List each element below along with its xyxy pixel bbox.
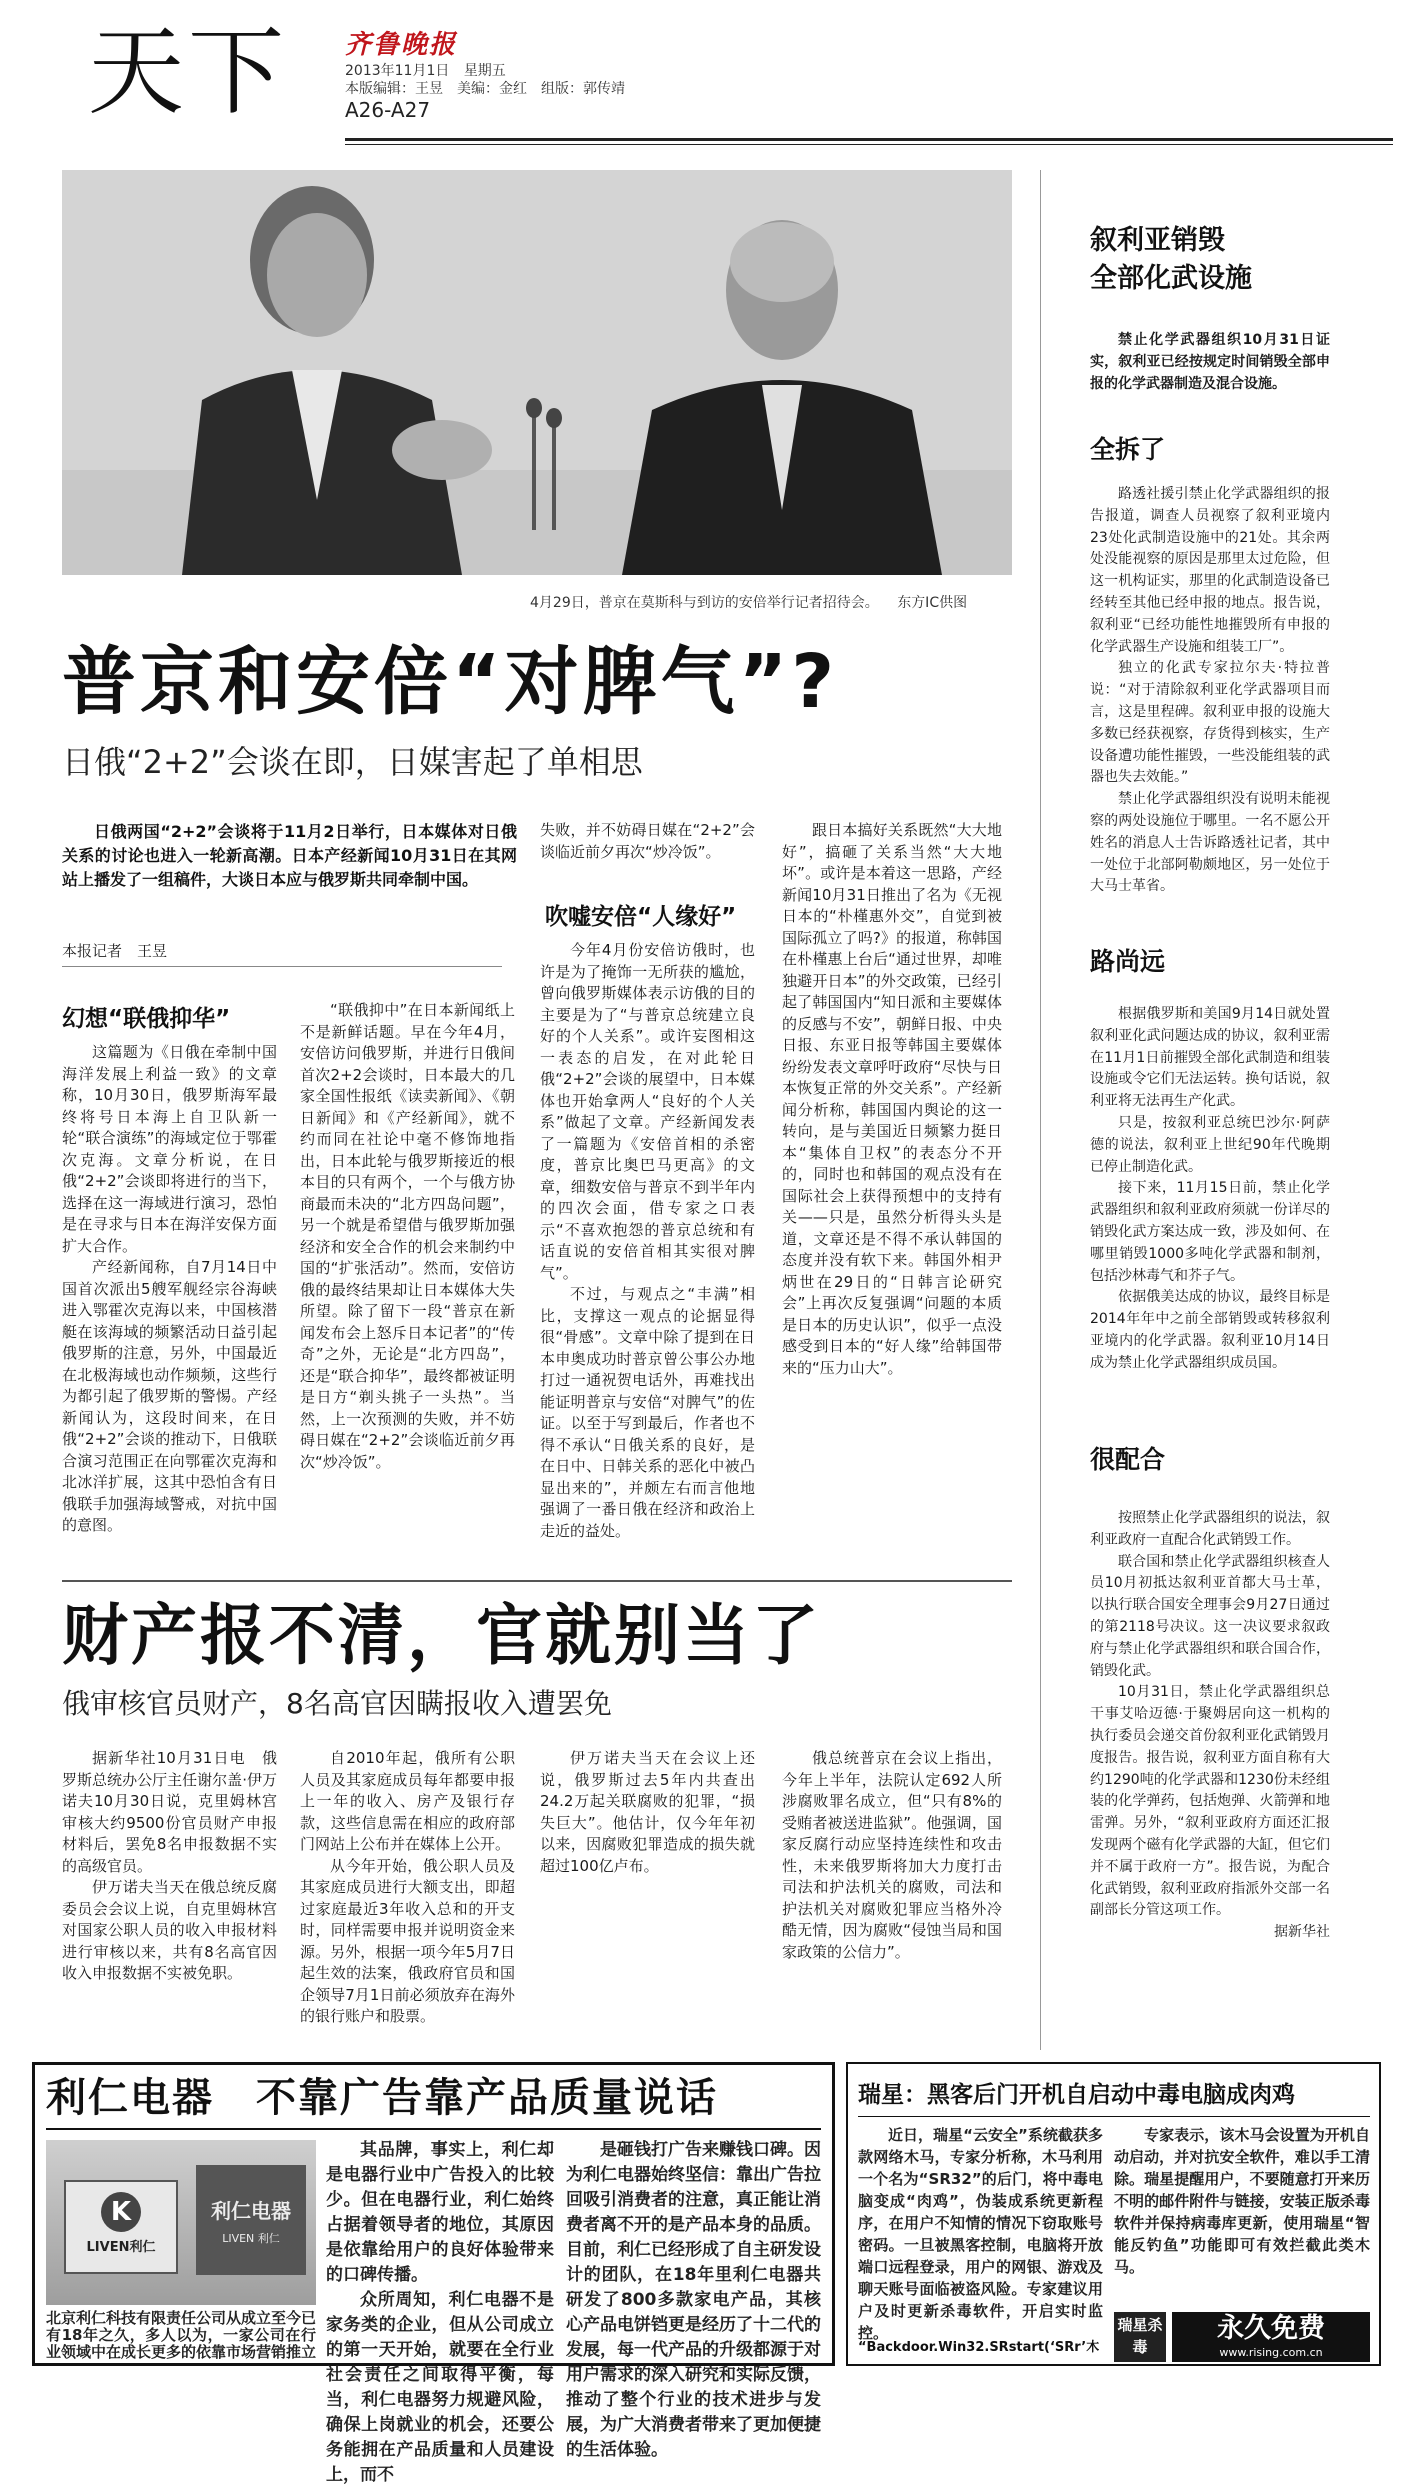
photo-credit: 东方IC供图: [897, 595, 968, 611]
masthead-rule-thin: [345, 144, 1393, 145]
rising-url: www.rising.com.cn: [1219, 2346, 1323, 2359]
sidebar-s3-para-2: 联合国和禁止化学武器组织核查人员10月初抵达叙利亚首都大马士革，以执行联合国安全理事会9月27日通过的第2118号决议。这一决议要求叙政府与禁止化学武器组织和联合国合作，销毁化武。: [1090, 1553, 1330, 1679]
sidebar-s1-para-1: 路透社援引禁止化学武器组织的报告报道，调查人员视察了叙利亚境内23处化武制造设施中的21处。其余两处没能视察的原因是那里太过危险，但这一机构证实，那里的化武制造设备已经转至其他已经申报的地点。报告说，叙利亚“已经功能性地摧毁所有申报的化学武器生产设施和组装工厂”。: [1090, 486, 1330, 655]
photo-caption: [530, 592, 967, 612]
liven-logo: [64, 2180, 178, 2274]
ad-left-col1-para-2: 众所周知，利仁电器不是家务类的企业，但从公司成立的第一天开始，就要在全行业社会责任之间取得平衡，每当，利仁电器努力规避风险，确保上岗就业的机会，还要公务能拥在产品质量和人员建设上，而不: [326, 2290, 554, 2485]
ad-left-col1: [326, 2138, 554, 2485]
ad-right-code: “Backdoor.Win32.SRstart(‘SRr’木: [858, 2340, 1100, 2355]
editor-credits: 本版编辑：王昱 美编：金红 组版：郭传靖: [345, 81, 625, 97]
newspaper-logo: 齐鲁晚报: [345, 30, 458, 60]
ad-right-col1: [858, 2124, 1103, 2342]
article1-lead: 日俄两国“2+2”会谈将于11月2日举行，日本媒体对日俄关系的讨论也进入一轮新高潮。日本产经新闻10月31日在其网站上播发了一组稿件，大谈日本应与俄罗斯共同牵制中国。: [62, 822, 517, 889]
photo-figures: [62, 170, 1012, 575]
sidebar-s2-para-2: 只是，按叙利亚总统巴沙尔·阿萨德的说法，叙利亚上世纪90年代晚期已停止制造化武。: [1090, 1114, 1330, 1175]
ad-left-title: 利仁电器 不靠广告靠产品质量说话: [46, 2075, 718, 2121]
article1-subheading-1: 幻想“联俄抑华”: [62, 1006, 231, 1032]
article1-col4: [782, 820, 1002, 1554]
article2-col1: [62, 1748, 277, 2048]
ad-left-photo: [46, 2140, 316, 2305]
article1-byline: 本报记者 王昱: [62, 942, 168, 960]
article1-subhead: 日俄“2+2”会谈在即，日媒害起了单相思: [62, 743, 643, 781]
weekday-text: 星期五: [463, 63, 506, 79]
article2-para-3: 自2010年起，俄所有公职人员及其家庭成员每年都要申报上一年的收入、房产及银行存款，这些信息需在相应的政府部门网站上公布并在媒体上公开。: [300, 1749, 515, 1853]
sidebar-headline-line2: 全部化武设施: [1090, 263, 1252, 294]
article2-para-1: 据新华社10月31日电 俄罗斯总统办公厅主任谢尔盖·伊万诺夫10月30日说，克里姆林宫审核大约9500份官员财产申报材料后，罢免8名申报数据不实的高级官员。: [62, 1749, 277, 1875]
article1-subheading-2: 吹嘘安倍“人缘好”: [545, 904, 737, 930]
article2-col2: [300, 1748, 515, 2048]
article1-para-3-cont: 失败，并不妨碍日媒在“2+2”会谈临近前夕再次“炒冷饭”。: [540, 821, 755, 861]
liven-sign: [196, 2165, 306, 2275]
sidebar-s1-para-2: 独立的化武专家拉尔夫·特拉普说：“对于清除叙利亚化学武器项目而言，这是里程碑。叙利亚申报的设施大多数已经获视察，存货得到核实，生产设备遭功能性摧毁，一些没能组装的武器也失去效能。”: [1090, 660, 1330, 786]
liven-sign-sub: LIVEN 利仁: [222, 2232, 280, 2245]
article2-rule: [62, 1580, 1012, 1582]
ad-left-col2: [566, 2138, 821, 2460]
article2-col3: [540, 1748, 755, 2048]
sidebar-s2-para-3: 接下来，11月15日前，禁止化学武器组织和叙利亚政府须就一份详尽的销毁化武方案达成一致，涉及如何、在哪里销毁1000多吨化学武器和制剂，包括沙林毒气和芥子气。: [1090, 1180, 1330, 1284]
sidebar-headline-line1: 叙利亚销毁: [1090, 225, 1225, 256]
liven-k-icon: K: [101, 2192, 141, 2232]
ad-right-title-rule: [858, 2116, 1370, 2117]
page-range: A26-A27: [345, 98, 431, 122]
article2-col4: [782, 1748, 1002, 2048]
article2-para-2: 伊万诺夫当天在俄总统反腐委员会会议上说，自克里姆林宫对国家公职人员的收入申报材料进行审核以来，共有8名高官因收入申报数据不实被免职。: [62, 1878, 277, 1982]
article1-col1: [62, 1042, 277, 1554]
article1-para-5: 不过，与观点之“丰满”相比，支撑这一观点的论据显得很“骨感”。文章中除了提到在日本申奥成功时普京曾公事公办地打过一通祝贺电话外，再难找出能证明普京与安倍“对脾气”的佐证。以至于写到最后，作者也不得不承认“日俄关系的良好，是在日中、日韩关系的恶化中被凸显出来的”，并颇左右而言他地强调了一番日俄在经济和政治上走近的益处。: [540, 1285, 755, 1540]
sidebar-section-2: [1090, 1004, 1330, 1404]
sidebar-s1-para-3: 禁止化学武器组织没有说明未能视察的两处设施位于哪里。一名不愿公开姓名的消息人士告诉路透社记者，其中一处位于北部阿勒颇地区，另一处位于大马士革省。: [1090, 791, 1330, 895]
sidebar-credit: 据新华社: [1274, 1924, 1330, 1941]
sidebar-subheading-1: 全拆了: [1090, 435, 1166, 464]
sidebar-s3-para-3: 10月31日，禁止化学武器组织总干事艾哈迈德·于聚姆居向这一机构的执行委员会递交首份叙利亚化武销毁月度报告。报告说，叙利亚方面自称有大约1290吨的化学武器和1230份未经组装的化学弹药，包括炮弹、火箭弹和地雷弹。另外，“叙利亚政府方面还汇报发现两个磁有化学武器的大缸，但它们并不属于政府一方”。报告说，为配合化武销毁，叙利亚政府指派外交部一名副部长分管这项工作。: [1090, 1684, 1330, 1919]
ad-right-title: 瑞星：黑客后门开机自启动中毒电脑成肉鸡: [858, 2082, 1295, 2108]
liven-logo-text: LIVEN利仁: [86, 2240, 156, 2255]
issue-date: [345, 60, 506, 80]
article1-para-2: 产经新闻称，自7月14日中国首次派出5艘军舰经宗谷海峡进入鄂霍次克海以来，中国核潜艇在该海域的频繁活动日益引起俄罗斯的注意，另外，中国最近在北极海域也动作频频，这些行为都引起了俄罗斯的警惕。产经新闻认为，这段时间来，在日俄“2+2”会谈的推动下，日俄联合演习范围正在向鄂霍次克海和北冰洋扩展，这其中恐怕含有日俄联手加强海域警戒，对抗中国的意图。: [62, 1258, 277, 1534]
ad-right-col2-para: 专家表示，该木马会设置为开机自动启动，并对抗安全软件，难以手工清除。瑞星提醒用户，不要随意打开来历不明的邮件附件与链接，安装正版杀毒软件并保持病毒库更新，使用瑞星“智能反钓鱼”功能即可有效拦截此类木马。: [1114, 2126, 1370, 2276]
sidebar-divider: [1040, 170, 1041, 2050]
ad-left-title-rule: [46, 2128, 821, 2130]
date-text: 2013年11月1日: [345, 63, 450, 79]
ad-right-col1-para: 近日，瑞星“云安全”系统截获多款网络木马，专家分析称，木马利用一个名为“SR32”的后门，将中毒电脑变成“肉鸡”，伪装成系统更新程序，在用户不知情的情况下窃取账号密码。一旦被黑客控制，电脑将开放端口远程登录，用户的网银、游戏及聊天账号面临被盗风险。专家建议用户及时更新杀毒软件，开启实时监控。: [858, 2126, 1103, 2342]
sidebar-subheading-3: 很配合: [1090, 1445, 1166, 1474]
rising-logo-box: [1114, 2312, 1166, 2362]
article1-para-1: 这篇题为《日俄在牵制中国海洋发展上利益一致》的文章称，10月30日，俄罗斯海军最终将号日本海上自卫队新一轮“联合演练”的海域定位于鄂霍次克海。文章分析说，在日俄“2+2”会谈即将进行的当下，选择在这一海域进行演习，恐怕是在寻求与日本在海洋安保方面扩大合作。: [62, 1043, 277, 1255]
article1-para-3: “联俄抑中”在日本新闻纸上不是新鲜话题。早在今年4月，安倍访问俄罗斯，并进行日俄间首次2+2会谈时，日本最大的几家全国性报纸《读卖新闻》、《朝日新闻》和《产经新闻》，就不约而同在社论中毫不修饰地指出，日本此轮与俄罗斯接近的根本目的只有两个，一个与俄方协商最而未决的“北方四岛问题”，另一个就是希望借与俄罗斯加强经济和安全合作的机会来制约中国的“扩张活动”。然而，安倍访俄的最终结果却让日本媒体大失所望。除了留下一段“普京在新闻发布会上怒斥日本记者”的“传奇”之外，无论是“北方四岛”，还是“联合抑华”，最终都被证明是日方“剃头挑子一头热”。当然，上一次预测的失败，并不妨碍日媒在“2+2”会谈临近前夕再次“炒冷饭”。: [300, 1001, 515, 1471]
sidebar-s2-para-1: 根据俄罗斯和美国9月14日就处置叙利亚化武问题达成的协议，叙利亚需在11月1日前摧毁全部化武制造和组装设施或令它们无法运转。换句话说，叙利亚将无法再生产化武。: [1090, 1006, 1330, 1110]
ad-right-col2: [1114, 2124, 1370, 2304]
liven-sign-text: 利仁电器: [211, 2199, 291, 2223]
article1-para-6: 跟日本搞好关系既然“大大地好”，搞砸了关系当然“大大地坏”。或许是本着这一思路，产经新闻10月31日推出了名为《无视日本的“朴槿惠外交”，自觉到被国际孤立了吗?》的报道，称韩国在朴槿惠上台后“通过世界，却唯独避开日本”的外交政策，已经引起了韩国国内“知日派和主要媒体的反感与不安”，朝鲜日报、中央日报、东亚日报等韩国主要媒体纷纷发表文章呼吁政府“尽快与日本恢复正常的外交关系”。产经新闻分析称，韩国国内舆论的这一转向，是与美国近日频繁力挺日本“集体自卫权”的表态分不开的，同时也和韩国的观点没有在国际社会上获得预想中的支持有关——只是，虽然分析得头头是道，文章还是不得不承认韩国的态度并没有软下来。韩国外相尹炳世在29日的“日韩言论研究会”上再次反复强调“问题的本质是日本的历史认识”，似乎一点没感受到日本的“好人缘”给韩国带来的“压力山大”。: [782, 821, 1002, 1377]
sidebar-s3-para-1: 按照禁止化学武器组织的说法，叙利亚政府一直配合化武销毁工作。: [1090, 1510, 1330, 1548]
masthead-rule: [345, 138, 1393, 141]
sidebar-intro-text: 禁止化学武器组织10月31日证实，叙利亚已经按规定时间销毁全部申报的化学武器制造及混合设施。: [1090, 332, 1330, 392]
article2-para-6: 俄总统普京在会议上指出，今年上半年，法院认定692人所涉腐败罪名成立，但“只有8%的受贿者被送进监狱”。他强调，国家反腐行动应坚持连续性和攻击性，未来俄罗斯将加大力度打击司法和护法机关的腐败，司法和护法机关对腐败犯罪应当格外冷酷无情，因为腐败“侵蚀当局和国家政策的公信力”。: [782, 1749, 1002, 1961]
sidebar-section-3: [1090, 1508, 1330, 2038]
sidebar-intro: [1090, 330, 1330, 400]
sidebar-subheading-2: 路尚远: [1090, 947, 1166, 976]
article2-para-4: 从今年开始，俄公职人员及其家庭成员进行大额支出，即超过家庭最近3年收入总和的开支时，同样需要申报并说明资金来源。另外，根据一项今年5月7日起生效的法案，俄政府官员和国企领导7月1日前必须放弃在海外的银行账户和股票。: [300, 1856, 515, 2025]
article1-col2: [300, 1000, 515, 1554]
article1-col3: [540, 940, 755, 1554]
ad-left-caption: 北京利仁科技有限责任公司从成立至今已有18年之久，多人以为，一家公司在行业领域中在成长更多的依靠市场营销推立: [46, 2309, 317, 2361]
article1-col3-top: [540, 820, 755, 884]
article2-headline: 财产报不清，官就别当了: [62, 1597, 821, 1674]
sidebar-s2-para-4: 依据俄美达成的协议，最终目标是2014年年中之前全部销毁或转移叙利亚境内的化学武器。叙利亚10月14日成为禁止化学武器组织成员国。: [1090, 1289, 1330, 1371]
sidebar-section-1: [1090, 484, 1330, 904]
ad-left-col1-para-1: 其品牌，事实上，利仁却是电器行业中广告投入的比较少。但在电器行业，利仁始终占据着领导者的地位，其原因是依靠给用户的良好体验带来的口碑传播。: [326, 2140, 554, 2285]
section-title: 天下: [88, 16, 288, 128]
article1-para-4: 今年4月份安倍访俄时，也许是为了掩饰一无所获的尴尬，曾向俄罗斯媒体表示访俄的目的主要是为了“与普京总统建立良好的个人关系”。或许妄图相这一表态的启发，在对此轮日俄“2+2”会谈的展望中，日本媒体也开始拿两人“良好的个人关系”做起了文章。产经新闻发表了一篇题为《安倍首相的杀密度，普京比奥巴马更高》的文章，细数安倍与普京不到半年内的四次会面，借专家之口表示“不喜欢抱怨的普京总统和有话直说的安倍首相其实很对脾气”。: [540, 941, 755, 1282]
rising-free-text: 永久免费: [1217, 2313, 1325, 2344]
news-photo: [62, 170, 1012, 575]
ad-left-col2-para: 是砸钱打广告来赚钱口碑。因为利仁电器始终坚信：靠出广告拉回吸引消费者的注意，真正能让消费者离不开的是产品本身的品质。目前，利仁已经形成了自主研发设计的团队，在18年里利仁电器共研发了800多款家电产品，其核心产品电饼铛更是经历了十二代的发展，每一代产品的升级都源于对用户需求的深入研究和实际反馈，推动了整个行业的技术进步与发展，为广大消费者带来了更加便捷的生活体验。: [566, 2140, 821, 2460]
sidebar-headline: [1090, 222, 1252, 298]
article1-headline: 普京和安倍“对脾气”?: [62, 639, 839, 725]
caption-text: 4月29日，普京在莫斯科与到访的安倍举行记者招待会。: [530, 595, 879, 611]
article2-subhead: 俄审核官员财产，8名高官因瞒报收入遭罢免: [62, 1687, 612, 1720]
rising-brand: 瑞星杀毒: [1117, 2316, 1163, 2356]
article2-para-5: 伊万诺夫当天在会议上还说，俄罗斯过去5年内共查出24.2万起关联腐败的犯罪，“损失巨大”。他估计，仅今年年初以来，因腐败犯罪造成的损失就超过100亿卢布。: [540, 1749, 755, 1875]
byline-rule: [62, 966, 502, 967]
rising-free-box: [1172, 2312, 1370, 2362]
